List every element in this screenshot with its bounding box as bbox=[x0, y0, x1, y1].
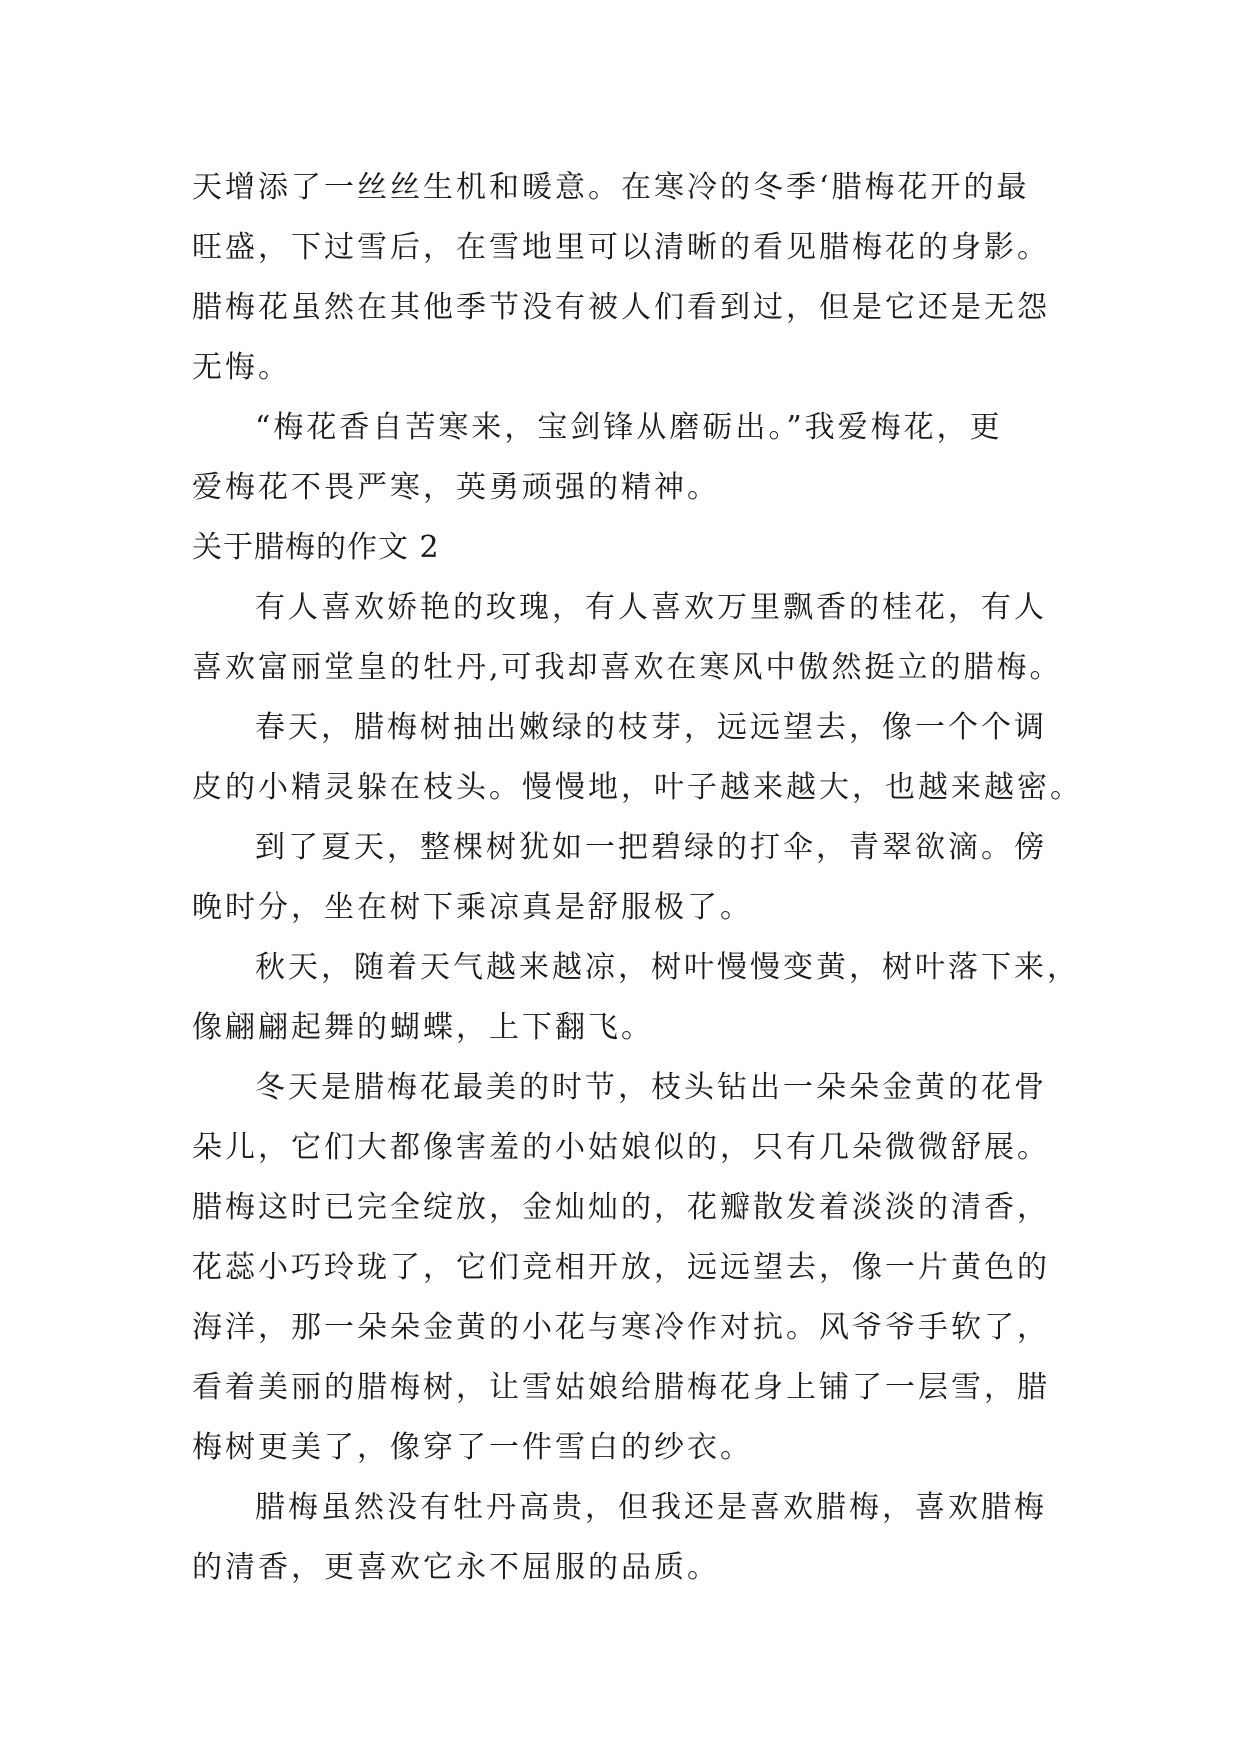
text-line: 腊梅这时已完全绽放，金灿灿的，花瓣散发着淡淡的清香， bbox=[192, 1190, 1050, 1225]
text-line: 天增添了一丝丝生机和暖意。在寒冷的冬季‘腊梅花开的最 bbox=[192, 170, 1030, 205]
text-line: 春天，腊梅树抽出嫩绿的枝芽，远远望去，像一个个调 bbox=[255, 710, 1047, 745]
text-line: 看着美丽的腊梅树，让雪姑娘给腊梅花身上铺了一层雪，腊 bbox=[192, 1370, 1050, 1405]
text-line: 旺盛，下过雪后，在雪地里可以清晰的看见腊梅花的身影。 bbox=[192, 230, 1050, 265]
text-line: 晚时分，坐在树下乘凉真是舒服极了。 bbox=[192, 890, 753, 925]
text-line: 有人喜欢娇艳的玫瑰，有人喜欢万里飘香的桂花，有人 bbox=[255, 590, 1047, 625]
text-line: “梅花香自苦寒来，宝剑锋从磨砺出。”我爱梅花，更 bbox=[255, 410, 1003, 445]
text-line: 爱梅花不畏严寒，英勇顽强的精神。 bbox=[192, 470, 720, 505]
text-line: 花蕊小巧玲珑了，它们竞相开放，远远望去，像一片黄色的 bbox=[192, 1250, 1050, 1285]
text-line: 腊梅花虽然在其他季节没有被人们看到过，但是它还是无怨 bbox=[192, 290, 1050, 325]
text-line: 海洋，那一朵朵金黄的小花与寒冷作对抗。风爷爷手软了， bbox=[192, 1310, 1050, 1345]
text-line: 皮的小精灵躲在枝头。慢慢地，叶子越来越大，也越来越密。 bbox=[192, 770, 1083, 805]
text-line: 腊梅虽然没有牡丹高贵，但我还是喜欢腊梅，喜欢腊梅 bbox=[255, 1490, 1047, 1525]
document-body bbox=[192, 158, 1083, 1598]
text-line: 梅树更美了，像穿了一件雪白的纱衣。 bbox=[192, 1430, 753, 1465]
text-line: 冬天是腊梅花最美的时节，枝头钻出一朵朵金黄的花骨 bbox=[255, 1070, 1047, 1105]
text-line: 像翩翩起舞的蝴蝶，上下翻飞。 bbox=[192, 1010, 654, 1045]
text-line: 到了夏天，整棵树犹如一把碧绿的打伞，青翠欲滴。傍 bbox=[255, 830, 1047, 865]
text-line: 朵儿，它们大都像害羞的小姑娘似的，只有几朵微微舒展。 bbox=[192, 1130, 1050, 1165]
section-heading: 关于腊梅的作文 2 bbox=[192, 530, 440, 565]
text-line: 无悔。 bbox=[192, 350, 291, 385]
text-line: 的清香，更喜欢它永不屈服的品质。 bbox=[192, 1550, 720, 1585]
text-line: 秋天，随着天气越来越凉，树叶慢慢变黄，树叶落下来， bbox=[255, 950, 1080, 985]
text-line: 喜欢富丽堂皇的牡丹,可我却喜欢在寒风中傲然挺立的腊梅。 bbox=[192, 650, 1063, 685]
